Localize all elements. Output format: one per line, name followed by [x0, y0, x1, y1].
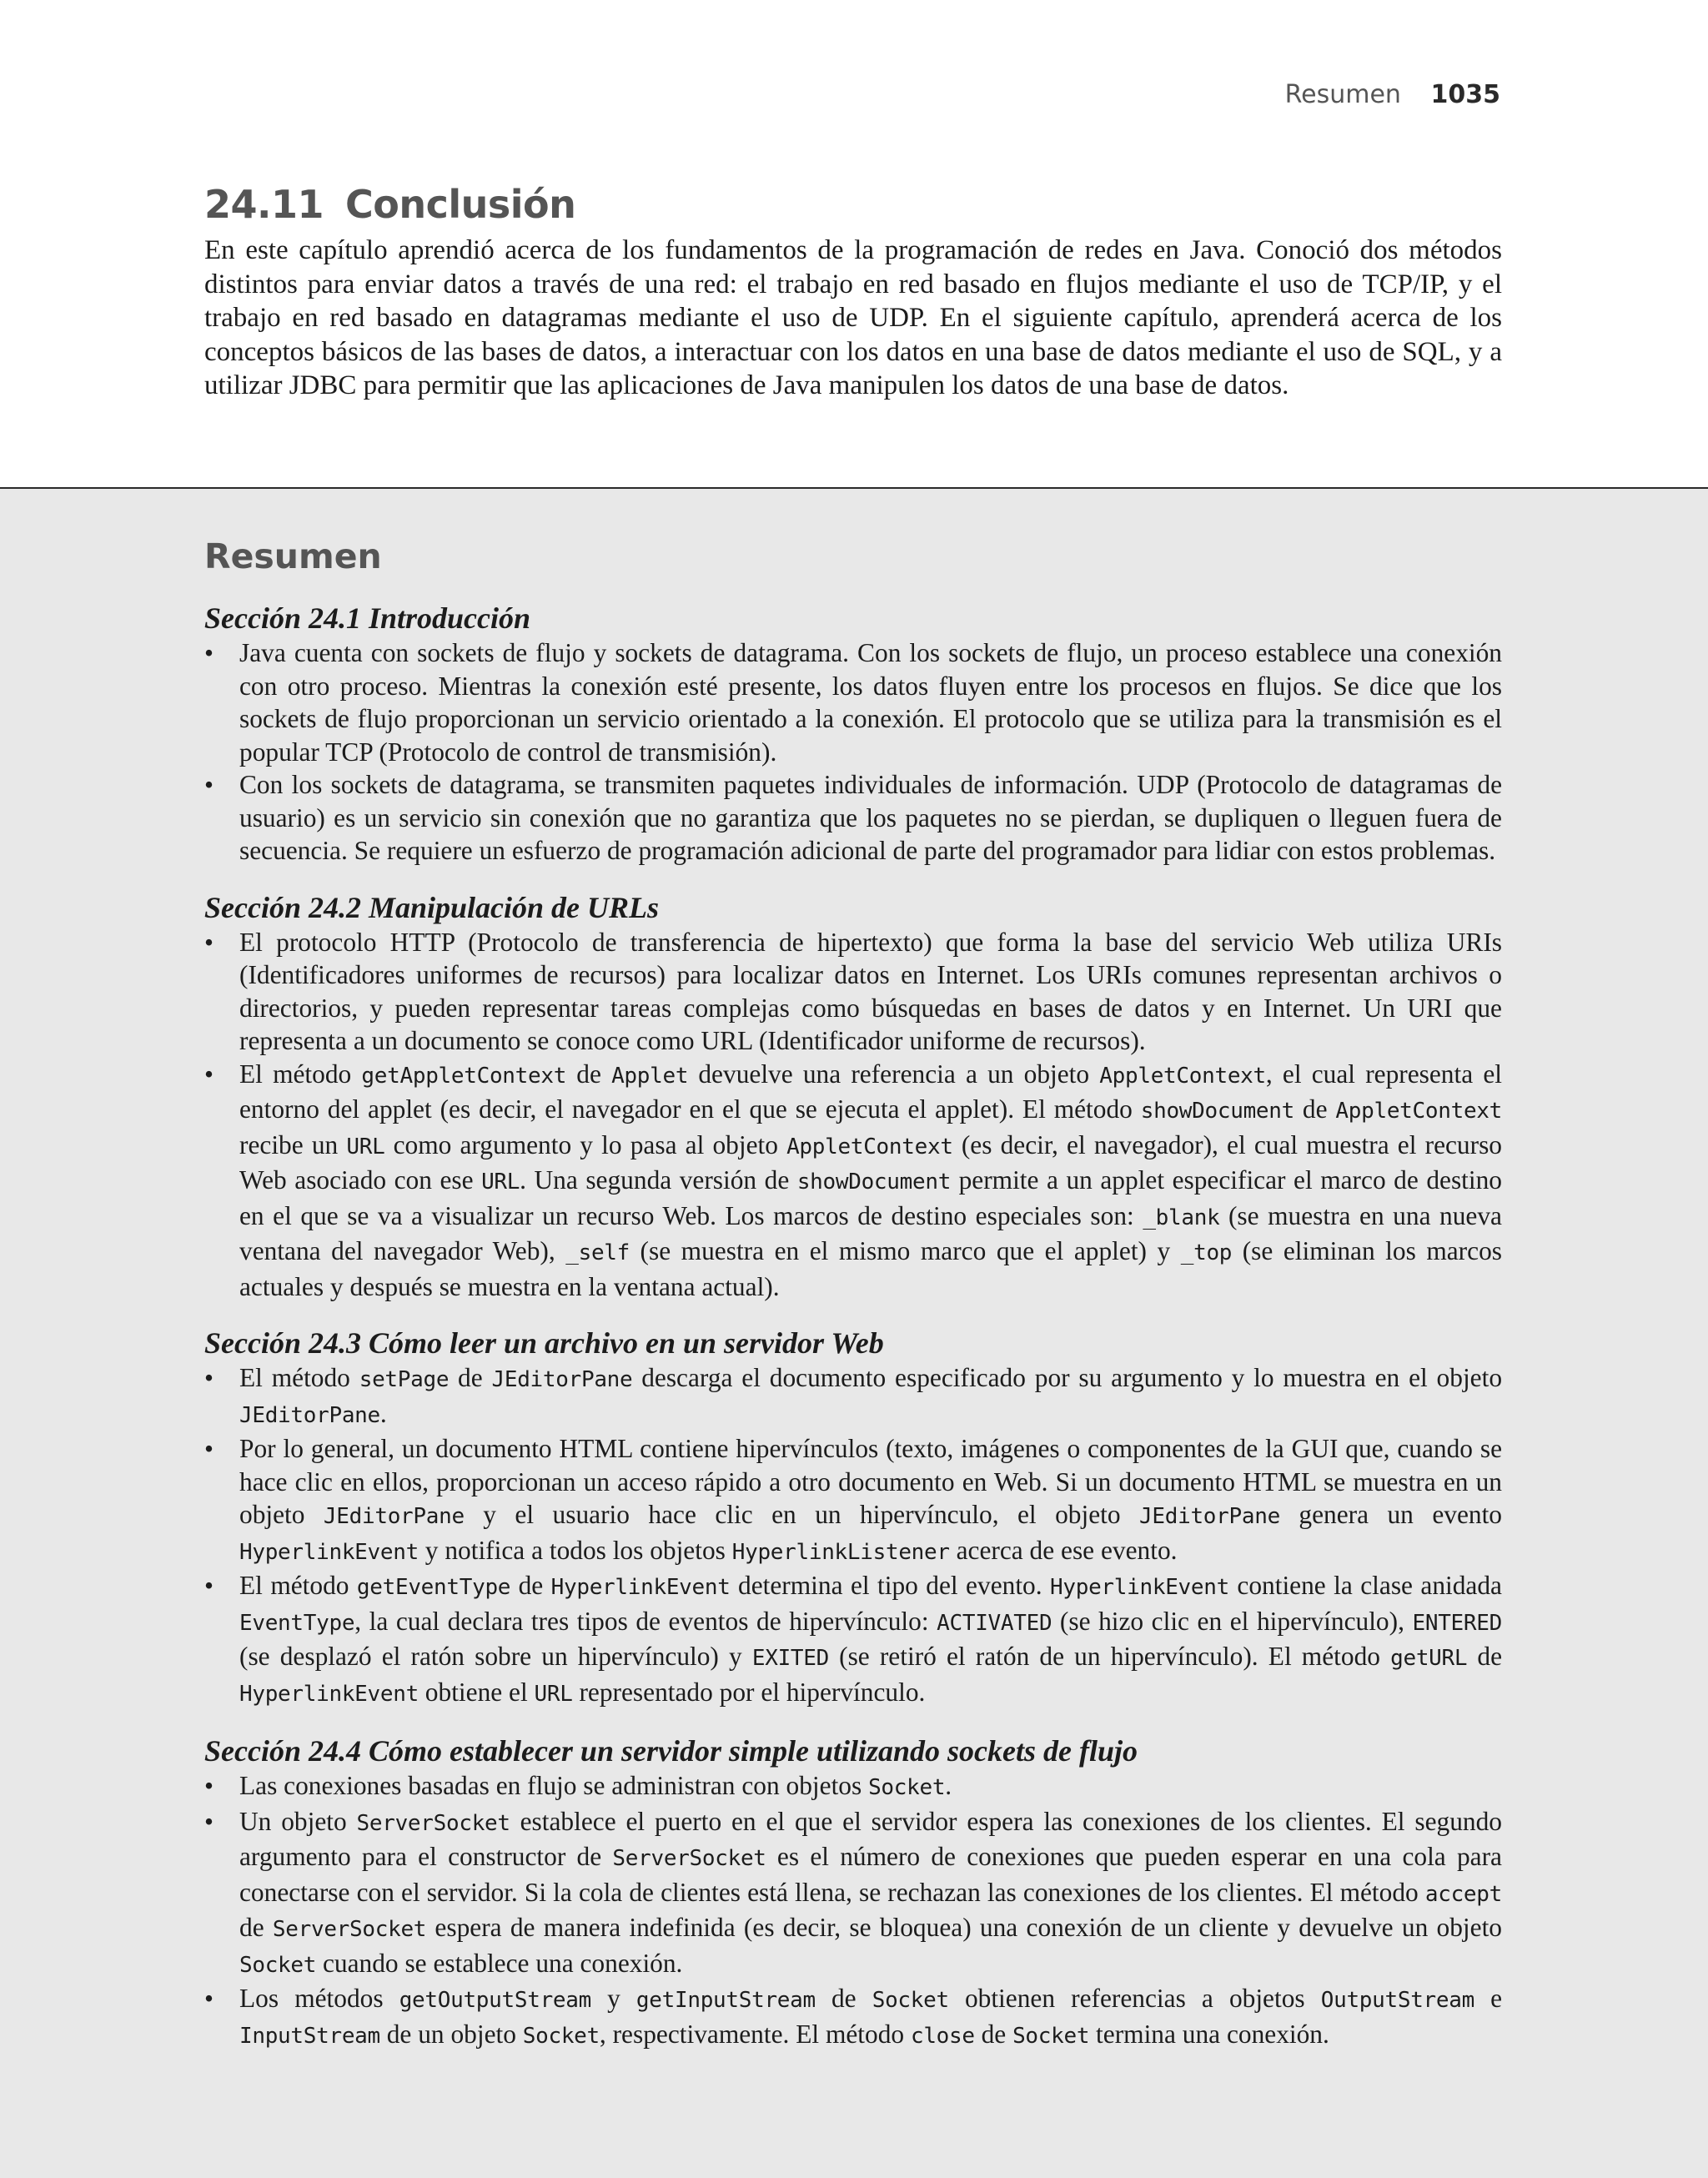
- text-run: de: [1467, 1642, 1502, 1671]
- text-run: de: [974, 2019, 1013, 2049]
- code-term: JEditorPane: [491, 1367, 633, 1392]
- text-run: y: [591, 1984, 636, 2013]
- text-run: de: [815, 1984, 872, 2013]
- summary-section-title: Sección 24.2 Manipulación de URLs: [204, 890, 660, 924]
- text-run: descarga el documento especificado por su argumento y lo muestra en el objeto: [632, 1363, 1503, 1392]
- code-term: JEditorPane: [1139, 1504, 1280, 1529]
- text-run: recibe un: [239, 1129, 347, 1159]
- code-term: AppletContext: [786, 1134, 953, 1159]
- code-term: showDocument: [1140, 1099, 1294, 1124]
- page-number: 1035: [1430, 80, 1500, 109]
- code-term: accept: [1424, 1881, 1502, 1907]
- conclusion-heading: [204, 182, 1502, 234]
- text-run: de: [566, 1059, 612, 1089]
- code-term: HyperlinkListener: [731, 1539, 950, 1565]
- code-term: showDocument: [796, 1169, 952, 1195]
- code-term: AppletContext: [1099, 1063, 1266, 1089]
- text-run: Las conexiones basadas en flujo se administran con objetos: [239, 1771, 869, 1800]
- code-term: Socket: [1012, 2023, 1090, 2049]
- text-run: obtienen referencias a objetos: [948, 1984, 1321, 2013]
- code-term: AppletContext: [1335, 1099, 1502, 1124]
- code-term: HyperlinkEvent: [239, 1539, 419, 1565]
- code-term: _blank: [1143, 1205, 1220, 1230]
- text-run: Con los sockets de datagrama, se transmiten paquetes individuales de información. UDP (Protocolo de datagramas de usuario) es un servicio sin conexión que no garantiza que los paquetes no se pierdan, se dupliquen o lleguen fuera de secuencia. Se requiere un esfuerzo de programación adicional de parte del programador para lidiar con estos problemas.: [239, 770, 1502, 865]
- text-run: , el cual representa el entorno del applet (es decir, el navegador en el que se ejecuta el applet). El método: [239, 1059, 1502, 1124]
- code-term: getAppletContext: [361, 1063, 567, 1089]
- bullet-item: [204, 1432, 1502, 1569]
- bullet-item: [204, 1569, 1502, 1711]
- bullet-list: [204, 1769, 1502, 2053]
- conclusion-paragraph: En este capítulo aprendió acerca de los fundamentos de la programación de redes en Java. Conoció dos métodos distintos para enviar datos a través de una red: el trabajo en red basado en flujos mediante el uso de TCP/IP, y el trabajo en red basado en datagramas mediante el uso de UDP. En el siguiente capítulo, aprenderá acerca de los conceptos básicos de las bases de datos, a interactuar con los datos en una base de datos mediante el uso de SQL, y a utilizar JDBC para permitir que las aplicaciones de Java manipulen los datos de una base de datos.: [204, 235, 1502, 400]
- code-term: ServerSocket: [612, 1846, 766, 1871]
- code-term: ACTIVATED: [937, 1610, 1052, 1636]
- text-run: e: [1474, 1984, 1503, 2013]
- code-term: Socket: [239, 1952, 317, 1978]
- text-run: y notifica a todos los objetos: [418, 1535, 732, 1565]
- code-term: getInputStream: [635, 1988, 816, 2013]
- summary-section: [204, 600, 1502, 868]
- text-run: .: [379, 1398, 387, 1428]
- code-term: setPage: [359, 1367, 450, 1392]
- bullet-item: [204, 1058, 1502, 1304]
- code-term: close: [910, 2023, 975, 2049]
- code-term: getOutputStream: [399, 1988, 591, 2013]
- code-term: URL: [481, 1169, 520, 1195]
- code-term: JEditorPane: [323, 1504, 465, 1529]
- text-run: determina el tipo del evento.: [730, 1571, 1051, 1600]
- summary-section-title: Sección 24.1 Introducción: [204, 601, 531, 635]
- bullet-list: [204, 1361, 1502, 1711]
- code-term: HyperlinkEvent: [239, 1681, 419, 1707]
- running-head-section: Resumen: [1284, 80, 1401, 109]
- bullet-item: [204, 1769, 1502, 1805]
- code-term: URL: [534, 1681, 573, 1707]
- summary-section: [204, 1325, 1502, 1711]
- text-run: Java cuenta con sockets de flujo y sockets de datagrama. Con los sockets de flujo, un proceso establece una conexión con otro proceso. Mientras la conexión esté presente, los datos fluyen entre los procesos en flujos. Se dice que los sockets de flujo proporcionan un servicio orientado a la conexión. El protocolo que se utiliza para la transmisión es el popular TCP (Protocolo de control de transmisión).: [239, 638, 1502, 767]
- code-term: ServerSocket: [272, 1917, 427, 1942]
- code-term: ENTERED: [1412, 1610, 1502, 1636]
- code-term: HyperlinkEvent: [1050, 1575, 1229, 1600]
- text-run: , la cual declara tres tipos de eventos de hipervínculo:: [354, 1606, 937, 1636]
- section-title: Conclusión: [345, 182, 576, 227]
- text-run: (se muestra en el mismo marco que el applet) y: [630, 1236, 1181, 1265]
- text-run: de: [1294, 1094, 1336, 1124]
- text-run: devuelve una referencia a un objeto: [688, 1059, 1100, 1089]
- text-run: de: [510, 1571, 551, 1600]
- code-term: Socket: [868, 1775, 946, 1800]
- section-number: 24.11: [204, 182, 324, 227]
- bullet-item: [204, 1361, 1502, 1432]
- text-run: y el usuario hace clic en un hipervínculo, el objeto: [464, 1500, 1140, 1529]
- code-term: _self: [565, 1240, 630, 1265]
- code-term: EXITED: [751, 1646, 829, 1671]
- text-run: El método: [239, 1571, 357, 1600]
- text-run: Un objeto: [239, 1806, 357, 1836]
- text-run: establece el puerto en el que el servidor espera las conexiones de los clientes. El segundo argumento para el constructor de: [239, 1806, 1502, 1871]
- code-term: Socket: [522, 2023, 600, 2049]
- running-head: [1285, 80, 1500, 109]
- text-run: de: [449, 1363, 492, 1392]
- code-term: HyperlinkEvent: [550, 1575, 731, 1600]
- code-term: URL: [346, 1134, 385, 1159]
- text-run: obtiene el: [418, 1677, 535, 1707]
- bullet-list: [204, 636, 1502, 868]
- summary-section-title: Sección 24.4 Cómo establecer un servidor simple utilizando sockets de flujo: [204, 1734, 1138, 1768]
- text-run: espera de manera indefinida (es decir, se bloquea) una conexión de un cliente y devuelve un objeto: [426, 1913, 1502, 1942]
- code-term: _top: [1180, 1240, 1233, 1265]
- text-run: El método: [239, 1363, 359, 1392]
- bullet-item: [204, 636, 1502, 768]
- summary-section: [204, 1733, 1502, 2053]
- code-term: getURL: [1390, 1646, 1468, 1671]
- code-term: getEventType: [356, 1575, 511, 1600]
- text-run: , respectivamente. El método: [599, 2019, 911, 2049]
- code-term: Applet: [611, 1063, 689, 1089]
- code-term: JEditorPane: [239, 1402, 380, 1428]
- text-run: Por lo general, un documento HTML contiene hipervínculos (texto, imágenes o componentes de la GUI que, cuando se hace clic en ellos, proporcionan un acceso rápido a otro documento en Web. Si un documento HTML se muestra en un objeto: [239, 1434, 1502, 1529]
- text-run: es el número de conexiones que pueden esperar en una cola para conectarse con el servidor. Si la cola de clientes está llena, se rechazan las conexiones de los clientes. El método: [239, 1842, 1502, 1907]
- text-run: acerca de ese evento.: [949, 1535, 1178, 1565]
- code-term: EventType: [239, 1610, 355, 1636]
- summary-heading: Resumen: [204, 536, 382, 576]
- text-run: Los métodos: [239, 1984, 399, 2013]
- bullet-list: [204, 926, 1502, 1304]
- text-run: contiene la clase anidada: [1228, 1571, 1502, 1600]
- code-term: OutputStream: [1320, 1988, 1474, 2013]
- text-run: cuando se establece una conexión.: [316, 1948, 683, 1978]
- text-run: (se muestra en una nueva ventana del navegador Web),: [239, 1200, 1502, 1265]
- summary-box: [204, 536, 1502, 2075]
- text-run: El método: [239, 1059, 362, 1089]
- text-run: (se eliminan los marcos actuales y después se muestra en la ventana actual).: [239, 1236, 1502, 1301]
- bullet-item: [204, 926, 1502, 1058]
- bullet-item: [204, 768, 1502, 868]
- text-run: .: [945, 1771, 952, 1800]
- text-run: permite a un applet especificar el marco de destino en el que se va a visualizar un recurso Web. Los marcos de destino especiales son:: [239, 1165, 1502, 1230]
- text-run: como argumento y lo pasa al objeto: [384, 1129, 787, 1159]
- bullet-item: [204, 1982, 1502, 2053]
- text-run: (se hizo clic en el hipervínculo),: [1052, 1606, 1413, 1636]
- bullet-item: [204, 1805, 1502, 1983]
- text-run: de un objeto: [379, 2019, 523, 2049]
- text-run: (se desplazó el ratón sobre un hipervínculo) y: [239, 1642, 752, 1671]
- text-run: genera un evento: [1279, 1500, 1502, 1529]
- code-term: InputStream: [239, 2023, 380, 2049]
- summary-section-title: Sección 24.3 Cómo leer un archivo en un servidor Web: [204, 1326, 884, 1360]
- text-run: (es decir, el navegador), el cual muestra el recurso Web asociado con ese: [239, 1129, 1502, 1195]
- text-run: (se retiró el ratón de un hipervínculo). El método: [828, 1642, 1391, 1671]
- text-run: representado por el hipervínculo.: [572, 1677, 926, 1707]
- text-run: de: [239, 1913, 273, 1942]
- text-run: El protocolo HTTP (Protocolo de transferencia de hipertexto) que forma la base del servicio Web utiliza URIs (Identificadores uniformes de recursos) para localizar datos en Internet. Los URIs comunes representan archivos o directorios, y pueden representar tareas complejas como búsquedas en bases de datos y en Internet. Un URI que representa a un documento se conoce como URL (Identificador uniforme de recursos).: [239, 927, 1502, 1055]
- text-run: termina una conexión.: [1089, 2019, 1329, 2049]
- code-term: Socket: [872, 1988, 949, 2013]
- conclusion-section: [204, 182, 1502, 403]
- summary-sections: [204, 600, 1502, 2053]
- code-term: ServerSocket: [356, 1810, 510, 1836]
- summary-section: [204, 889, 1502, 1304]
- text-run: . Una segunda versión de: [520, 1165, 797, 1195]
